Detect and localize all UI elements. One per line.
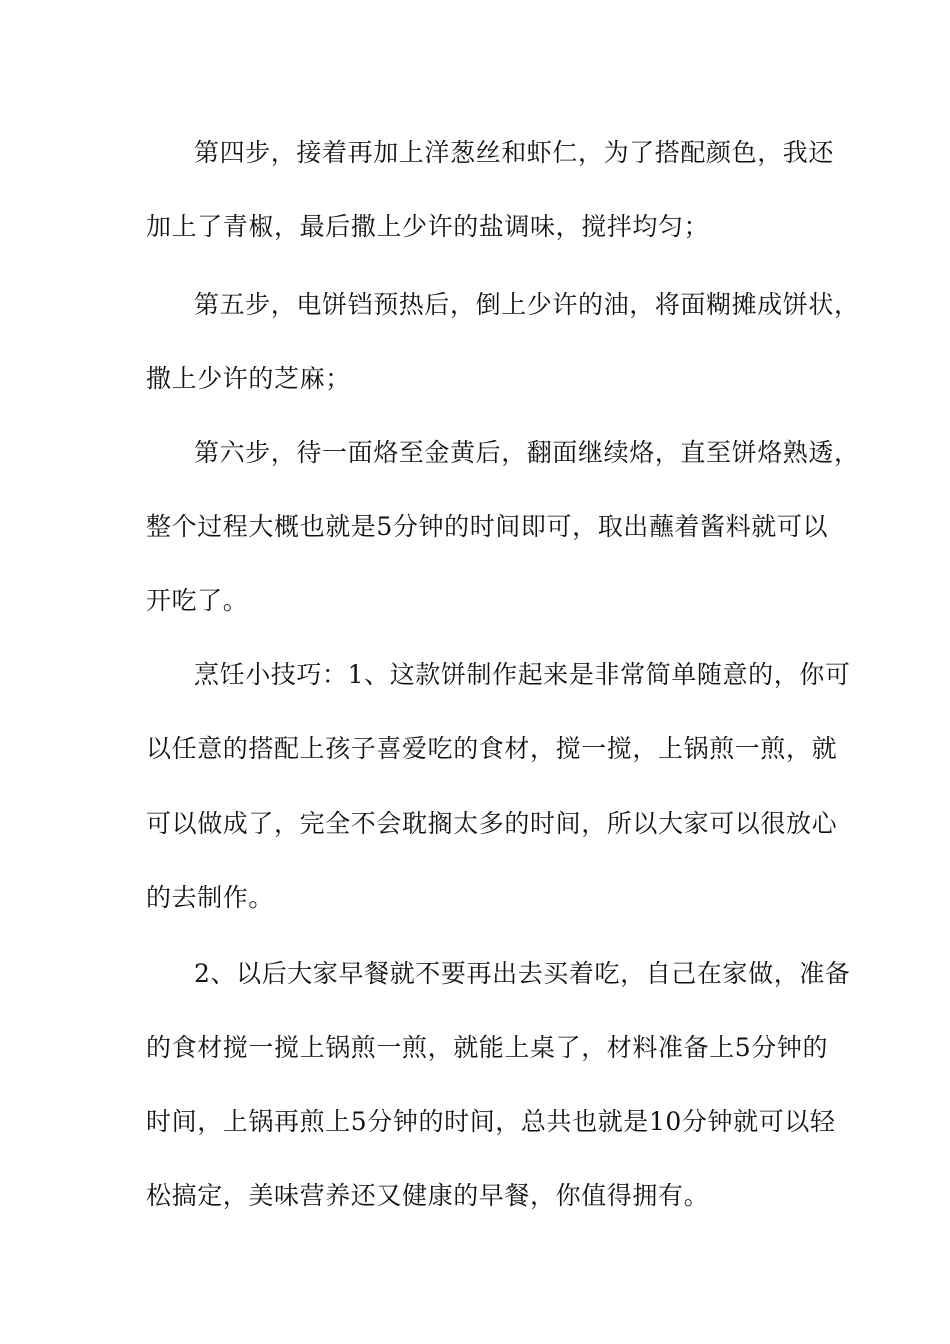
text-line: 整个过程大概也就是5分钟的时间即可，取出蘸着酱料就可以 <box>146 512 829 541</box>
text-line: 撒上少许的芝麻； <box>146 364 351 393</box>
text-line: 第五步，电饼铛预热后，倒上少许的油，将面糊摊成饼状， <box>194 290 860 319</box>
text-line: 可以做成了，完全不会耽搁太多的时间，所以大家可以很放心 <box>146 809 838 838</box>
text-line: 开吃了。 <box>146 586 249 615</box>
text-line: 的去制作。 <box>146 883 275 912</box>
text-line: 第四步，接着再加上洋葱丝和虾仁，为了搭配颜色，我还 <box>194 138 835 167</box>
text-line: 的食材搅一搅上锅煎一煎，就能上桌了，材料准备上5分钟的 <box>146 1033 829 1062</box>
text-line: 烹饪小技巧：1、这款饼制作起来是非常简单随意的，你可 <box>194 660 851 689</box>
text-line: 第六步，待一面烙至金黄后，翻面继续烙，直至饼烙熟透， <box>194 438 860 467</box>
text-line: 时间，上锅再煎上5分钟的时间，总共也就是10分钟就可以轻 <box>146 1107 836 1136</box>
text-line: 加上了青椒，最后撒上少许的盐调味，搅拌均匀； <box>146 212 710 241</box>
text-line: 松搞定，美味营养还又健康的早餐，你值得拥有。 <box>146 1181 710 1210</box>
text-line: 2、以后大家早餐就不要再出去买着吃，自己在家做，准备 <box>194 959 851 988</box>
text-line: 以任意的搭配上孩子喜爱吃的食材，搅一搅，上锅煎一煎，就 <box>146 734 838 763</box>
